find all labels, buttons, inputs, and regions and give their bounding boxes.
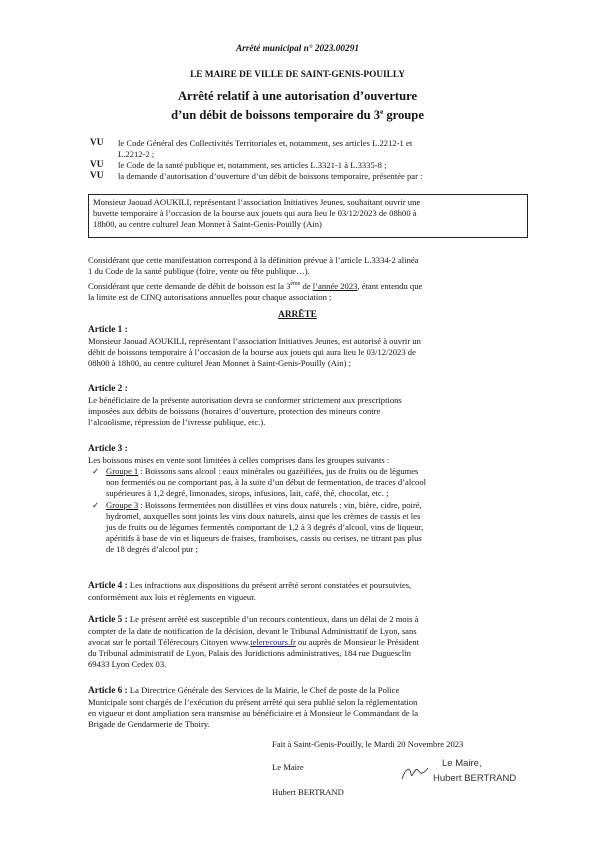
- group-3-line2: hydromel, auxquelles sont joints les vins doux naturels, ainsi que les crèmes de cassis et les: [106, 511, 421, 521]
- article-6-line4: Brigade de Gendarmerie de Thoiry.: [88, 719, 210, 729]
- article-1-line3: 08h00 à 18h00, au centre culturel Jean Monnet à Saint-Genis-Pouilly (Ain) ;: [88, 358, 352, 369]
- article-5-line2: compter de la date de notification de la décision, devant le Tribunal Administratif de Lyon, sans: [88, 626, 417, 636]
- article-2-line3: l’alcoolisme, répression de l’ivresse publique, etc.).: [88, 417, 266, 428]
- considerant-2-mid: de: [300, 280, 313, 291]
- signature-name-left: Hubert BERTRAND: [272, 787, 344, 797]
- article-4-line1: [88, 580, 528, 592]
- article-5-title: Article 5 :: [88, 615, 128, 625]
- group-1-line2: non fermentés ou ne comportant pas, à la suite d’un début de fermentation, de traces d’alcool: [106, 477, 427, 487]
- visa-label-1: VU: [90, 138, 104, 148]
- article-1-title: Article 1 :: [88, 325, 128, 335]
- article-5-line5: 69433 Lyon Cedex 03.: [88, 659, 167, 669]
- signature-name-right: Hubert BERTRAND: [433, 773, 517, 784]
- place-date: Fait à Saint-Genis-Pouilly, le Mardi 20 Novembre 2023: [272, 739, 464, 749]
- article-3-title: Article 3 :: [88, 444, 128, 454]
- visa-text-1: [118, 138, 528, 160]
- article-4-text: Les infractions aux dispositions du présent arrêté seront constatées et poursuivies,: [127, 580, 412, 590]
- request-line3: 18h00, au centre culturel Jean Monnet à Saint-Genis-Pouilly (Ain): [93, 219, 322, 229]
- decision-heading: ARRÊTE: [278, 310, 317, 320]
- request-line2: buvette temporaire à l’occasion de la bourse aux jouets qui aura lieu le 03/12/2023 de 08h00 à: [93, 208, 417, 218]
- considerant-2-line1: [88, 279, 528, 292]
- check-icon: ✓: [92, 500, 100, 510]
- title-superscript: e: [380, 108, 384, 116]
- article-2-line1: Le bénéficiaire de la présente autorisation devra se conformer strictement aux prescriptions: [88, 395, 402, 406]
- article-1-line2: débit de boissons temporaire à l’occasion de la bourse aux jouets qui aura lieu le 03/12/2023 de: [88, 347, 416, 358]
- article-6-line3: en vigueur et dont ampliation sera transmise au bénéficiaire et à Monsieur le Commandant de la: [88, 708, 419, 718]
- authority-name: LE MAIRE DE VILLE DE SAINT-GENIS-POUILLY: [190, 70, 405, 80]
- article-6-line1: [88, 685, 528, 697]
- article-5-line1: [88, 614, 528, 626]
- considerant-2: [88, 279, 528, 303]
- article-4-title: Article 4 :: [88, 581, 128, 591]
- order-number: Arrêté municipal n° 2023.00291: [235, 44, 360, 54]
- group-3-line3: jus de fruits ou de légumes fermentés comportant de 1,2 à 3 degrés d’alcool, vins de liqueur,: [106, 522, 424, 532]
- group-3-label: Groupe 3: [106, 500, 139, 510]
- group-3-line1: [106, 500, 528, 511]
- group-3-line4: apéritifs à base de vin et liqueurs de fraises, framboises, cassis ou cerises, ne titrant pas plus: [106, 533, 422, 543]
- considerant-2-text: Considérant que cette demande de débit de boisson est la 3: [88, 280, 291, 291]
- visa-label-2: VU: [90, 160, 104, 170]
- signature-role-left: Le Maire: [272, 762, 304, 772]
- check-icon: ✓: [92, 466, 100, 476]
- title-line2-end: groupe: [383, 108, 424, 123]
- visa-text-3: la demande d’autorisation d’ouverture d’un débit de boissons temporaire, présentée par :: [118, 171, 423, 181]
- article-4-line2: conformément aux lois et règlements en vigueur.: [88, 592, 256, 602]
- order-title-line1: Arrêté relatif à une autorisation d’ouverture: [177, 89, 418, 103]
- group-1-item: [106, 466, 528, 499]
- signature-scribble-icon: [400, 764, 430, 782]
- article-4: [88, 580, 528, 603]
- article-5-line3-end: ou auprès de Monsieur le Président: [295, 637, 420, 647]
- group-1-label: Groupe 1: [106, 466, 139, 476]
- considerant-2-sup: ème: [290, 281, 301, 287]
- considerant-1: [88, 255, 528, 277]
- considerant-2-line2: la limite est de CINQ autorisations annuelles pour chaque association ;: [88, 291, 332, 302]
- group-1-text: : Boissons sans alcool : eaux minérales ou gazéifiées, jus de fruits ou de légumes: [138, 466, 419, 476]
- order-title-line2: [0, 105, 595, 123]
- article-1-line1: Monsieur Jaouad AOUKILI, représentant l’association Initiatives Jeunes, est autorisé à ouvrir un: [88, 336, 421, 347]
- article-6-title: Article 6 :: [88, 686, 128, 696]
- article-6: [88, 685, 528, 730]
- group-3-item: [106, 500, 528, 555]
- telerecours-link[interactable]: telerecours.fr: [250, 637, 296, 647]
- article-3: [88, 444, 528, 466]
- article-2: [88, 384, 528, 428]
- article-5-text: Le présent arrêté est susceptible d’un recours contentieux, dans un délai de 2 mois à: [127, 614, 419, 624]
- article-6-text: La Directrice Générale des Services de la Mairie, le Chef de poste de la Police: [127, 685, 400, 695]
- group-1-line1: [106, 466, 528, 477]
- article-5: [88, 614, 528, 670]
- article-5-line4: du Tribunal administratif de Lyon, Palais des Juridictions administratives, 184 rue Duguesclin: [88, 648, 411, 658]
- considerant-1-line1: Considérant que cette manifestation correspond à la définition prévue à l’article L.3334-2 alinéa: [88, 255, 419, 265]
- article-5-line3-text: avocat sur le portail Télérecours Citoyen www.: [88, 637, 251, 647]
- signature-role-right: Le Maire,: [442, 758, 482, 769]
- visa-1-line1: le Code Général des Collectivités Territoriales et, notamment, ses articles L.2212-1 et: [118, 138, 413, 148]
- visa-text-2: le Code de la santé publique et, notamment, ses articles L.3321-1 à L.3335-8 ;: [118, 160, 387, 170]
- article-2-line2: imposées aux débits de boissons (horaires d’ouverture, protection des mineurs contre: [88, 406, 381, 417]
- considerant-2-year: l’année 2023: [312, 280, 358, 291]
- article-3-intro: Les boissons mises en vente sont limitées à celles comprises dans les groupes suivants :: [88, 455, 390, 466]
- request-line1: Monsieur Jaouad AOUKILI, représentant l’association Initiatives Jeunes, souhaitant ouvrir une: [93, 197, 421, 207]
- article-6-line2: Municipale sont chargés de l’exécution du présent arrêté qui sera publié selon la réglementation: [88, 697, 418, 707]
- article-1: [88, 325, 528, 369]
- considerant-2-end: , étant entendu que: [357, 280, 423, 291]
- article-5-line3: [88, 637, 528, 648]
- considerant-1-line2: 1 du Code de la santé publique (foire, vente ou fête publique…).: [88, 266, 310, 276]
- visa-1-line2: L.2212-2 ;: [118, 149, 155, 159]
- group-1-line3: supérieures à 1,2 degré, limonades, sirops, infusions, lait, café, thé, chocolat, etc. ;: [106, 488, 389, 498]
- article-2-title: Article 2 :: [88, 384, 128, 394]
- group-3-text: : Boissons fermentées non distillées et vins doux naturels : vin, bière, cidre, poiré,: [138, 500, 422, 510]
- visa-label-3: VU: [90, 171, 104, 181]
- request-box: [88, 194, 528, 238]
- group-3-line5: de 18 degrés d’alcool pur ;: [106, 544, 198, 554]
- title-line2-text: d’un débit de boissons temporaire du 3: [171, 108, 381, 123]
